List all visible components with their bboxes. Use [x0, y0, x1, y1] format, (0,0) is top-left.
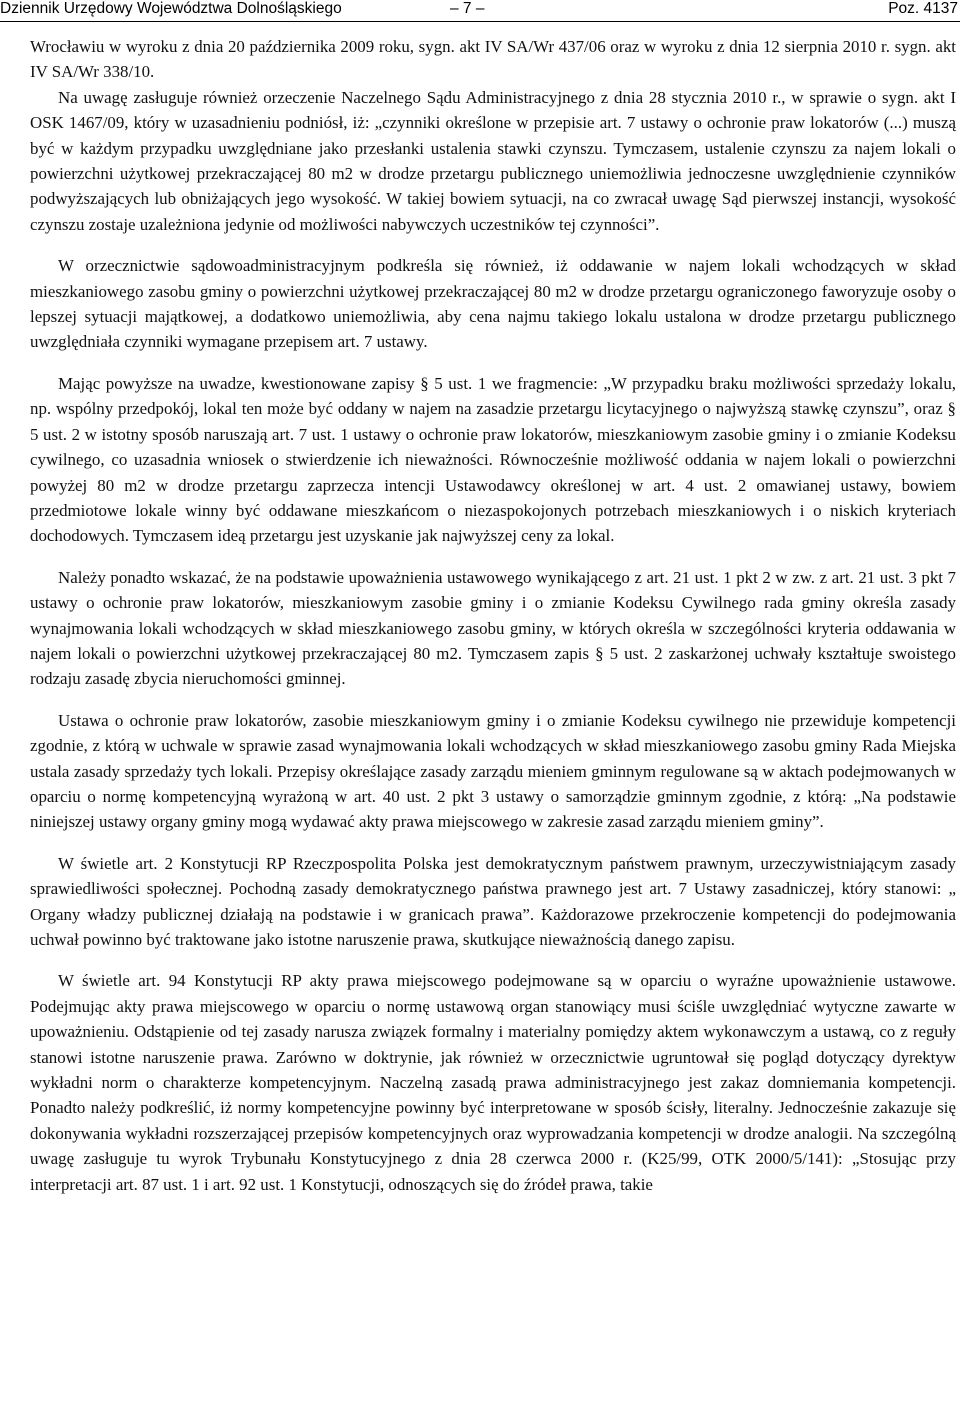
- paragraph: W świetle art. 94 Konstytucji RP akty prawa miejscowego podejmowane są w oparciu o wyraźne upoważnienie ustawowe. Podejmując akty prawa miejscowego w oparciu o normę ustawową organ stanowiący musi ściśle uwzględniać wytyczne zawarte w upoważnieniu. Odstąpienie od tej zasady narusza związek formalny i materialny pomiędzy aktem wykonawczym a ustawą, co z reguły stanowi istotne naruszenie prawa. Zarówno w doktrynie, jak również w orzecznictwie ugruntował się pogląd dotyczący dyrektyw wykładni norm o charakterze kompetencyjnym. Naczelną zasadą prawa administracyjnego jest zakaz domniemania kompetencji. Ponadto należy podkreślić, iż normy kompetencyjne powinny być interpretowane w sposób ścisły, literalny. Jednocześnie zakazuje się dokonywania wykładni rozszerzającej przepisów kompetencyjnych oraz wyprowadzania kompetencji w drodze analogii. Na szczególną uwagę zasługuje tu wyrok Trybunału Konstytucyjnego z dnia 28 czerwca 2000 r. (K25/99, OTK 2000/5/141): „Stosując przy interpretacji art. 87 ust. 1 i art. 92 ust. 1 Konstytucji, odnoszących się do źródeł prawa, takie: [30, 971, 956, 1194]
- paragraph: Mając powyższe na uwadze, kwestionowane zapisy § 5 ust. 1 we fragmencie: „W przypadku braku możliwości sprzedaży lokalu, np. wspólny przedpokój, lokal ten może być oddany w najem na zasadzie przetargu licytacyjnego o najwyższą stawkę czynszu”, oraz § 5 ust. 2 w istotny sposób naruszają art. 7 ust. 1 ustawy o ochronie praw lokatorów, mieszkaniowym zasobie gminy i o zmianie Kodeksu cywilnego, co uzasadnia wniosek o stwierdzenie ich nieważności. Równocześnie możliwość oddania w najem lokali o powierzchni powyżej 80 m2 w drodze przetargu zaprzecza intencji Ustawodawcy określonej w art. 4 ust. 2 omawianej ustawy, bowiem przedmiotowe lokale winny być oddawane mieszkańcom o niezaspokojonych potrzebach mieszkaniowych i o niskich kryteriach dochodowych. Tymczasem ideą przetargu jest uzyskanie jak najwyższej ceny za lokal.: [30, 373, 956, 546]
- paragraph: Należy ponadto wskazać, że na podstawie upoważnienia ustawowego wynikającego z art. 21 ust. 1 pkt 2 w zw. z art. 21 ust. 3 pkt 7 ustawy o ochronie praw lokatorów, mieszkaniowym zasobie gminy i o zmianie Kodeksu Cywilnego rada gminy określa zasady wynajmowania lokali wchodzących w skład mieszkaniowego zasobu gminy, w których określa w szczególności kryteria oddawania w najem lokali o powierzchni użytkowej przekraczającej 80 m2. Tymczasem zapis § 5 ust. 2 zaskarżonej uchwały kształtuje swoistego rodzaju zasadę zbycia nieruchomości gminnej.: [30, 567, 956, 689]
- page-number: – 7 –: [450, 0, 485, 17]
- page-header: [0, 0, 960, 22]
- paragraph: W świetle art. 2 Konstytucji RP Rzeczpospolita Polska jest demokratycznym państwem prawnym, urzeczywistniającym zasady sprawiedliwości społecznej. Pochodną zasady demokratycznego państwa prawnego jest art. 7 Ustawy zasadniczej, który stanowi: „ Organy władzy publicznej działają na podstawie i w granicach prawa”. Każdorazowe przekroczenie kompetencji do podejmowania uchwał powinno być traktowane jako istotne naruszenie prawa, skutkujące nieważnością danego zapisu.: [30, 853, 956, 949]
- paragraph: Na uwagę zasługuje również orzeczenie Naczelnego Sądu Administracyjnego z dnia 28 stycznia 2010 r., w sprawie o sygn. akt I OSK 1467/09, który w uzasadnieniu podniósł, iż: „czynniki określone w przepisie art. 7 ustawy o ochronie praw lokatorów (...) muszą być w każdym przypadku uwzględniane jako przesłanki ustalenia stawki czynszu. Tymczasem, ustalenie czynszu za najem lokali o powierzchni użytkowej przekraczającej 80 m2 w drodze przetargu publicznego uniemożliwia jednoczesne uwzględnienie czynników podwyższających lub obniżających jego wysokość. W takiej bowiem sytuacji, na co zwracał uwagę Sąd pierwszej instancji, wysokość czynszu zostaje uzależniona jedynie od możliwości nabywczych uczestników tej czynności”.: [30, 87, 956, 234]
- position-number: Poz. 4137: [888, 0, 958, 17]
- paragraph: W orzecznictwie sądowoadministracyjnym podkreśla się również, iż oddawanie w najem lokali wchodzących w skład mieszkaniowego zasobu gminy o powierzchni użytkowej przekraczającej 80 m2 w drodze przetargu ograniczonego faworyzuje osoby o lepszej sytuacji majątkowej, a dodatkowo uniemożliwia, aby cena najmu takiego lokalu ustalona w drodze przetargu publicznego uwzględniała czynniki wymagane przepisem art. 7 ustawy.: [30, 256, 956, 352]
- paragraph: Ustawa o ochronie praw lokatorów, zasobie mieszkaniowym gminy i o zmianie Kodeksu cywilnego nie przewiduje kompetencji zgodnie, z którą w uchwale w sprawie zasad wynajmowania lokali wchodzących w skład mieszkaniowego zasobu gminy Rada Miejska ustala zasady sprzedaży tych lokali. Przepisy określające zasady zarządu mieniem gminnym regulowane są w aktach podejmowanych w oparciu o normę kompetencyjną wyrażoną w art. 40 ust. 2 pkt 3 ustawy o samorządzie gminnym zgodnie, z którą: „Na podstawie niniejszej ustawy organy gminy mogą wydawać akty prawa miejscowego w zakresie zasad zarządu mieniem gminy”.: [30, 710, 956, 832]
- header-rule: [0, 21, 960, 22]
- paragraph-continuation: Wrocławiu w wyroku z dnia 20 października 2009 roku, sygn. akt IV SA/Wr 437/06 oraz w wyroku z dnia 12 sierpnia 2010 r. sygn. akt IV SA/Wr 338/10.: [30, 37, 956, 82]
- document-body: [30, 34, 956, 1197]
- journal-title: Dziennik Urzędowy Województwa Dolnośląskiego: [0, 0, 342, 17]
